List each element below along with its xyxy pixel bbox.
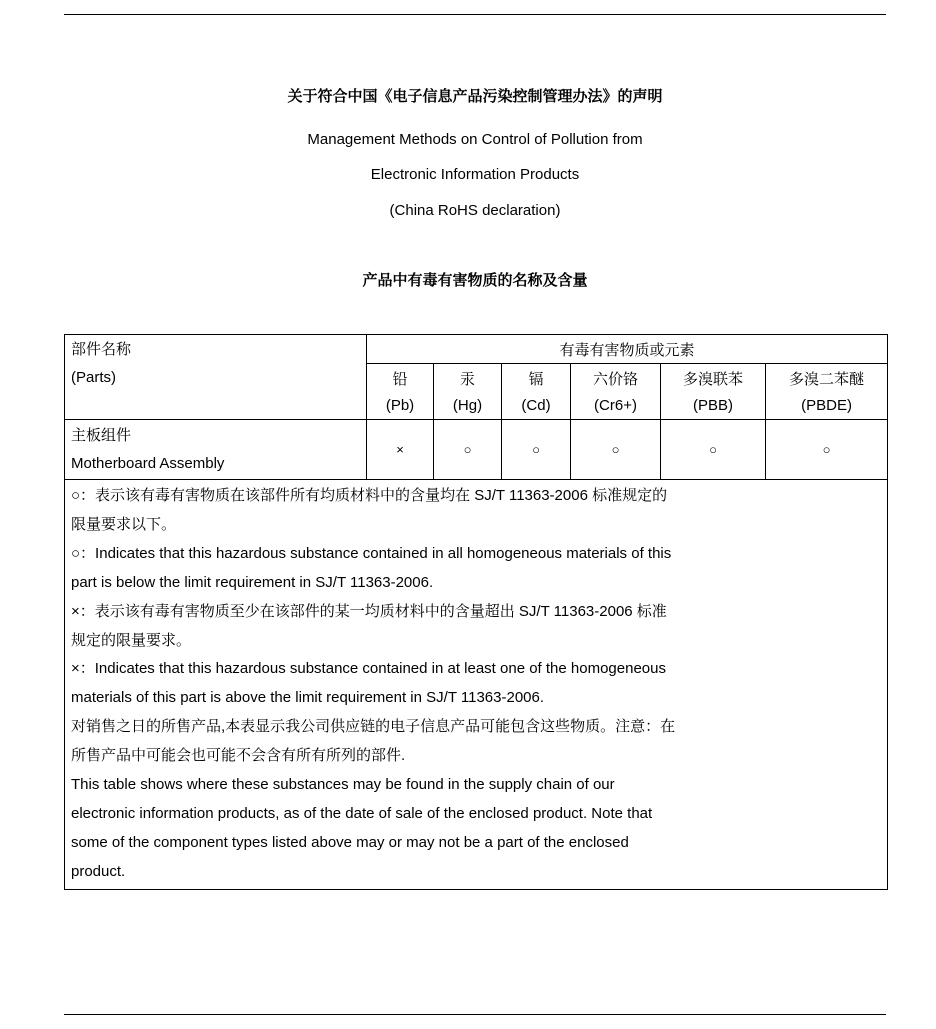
column-header-zh: 多溴二苯醚: [766, 364, 888, 393]
substances-header: 有毒有害物质或元素: [367, 335, 888, 364]
rohs-table: [64, 334, 888, 890]
note-line: ○：Indicates that this hazardous substance contained in all homogeneous materials of this: [71, 544, 672, 562]
part-name-zh: 主板组件: [71, 427, 132, 444]
note-line: 限量要求以下。: [71, 515, 177, 533]
top-rule: [64, 14, 886, 15]
note-line: ○：表示该有毒有害物质在该部件所有均质材料中的含量均在 SJ/T 11363-2006 标准规定的: [71, 487, 668, 504]
cd-value: ○: [502, 420, 571, 480]
note-line: 所售产品中可能会也可能不会含有所有所列的部件.: [71, 747, 406, 765]
pb-value: ×: [367, 420, 434, 480]
hg-value: ○: [434, 420, 502, 480]
table-row: [65, 420, 888, 480]
column-header-en: (PBB): [661, 392, 766, 420]
note-line: materials of this part is above the limit requirement in SJ/T 11363-2006.: [71, 689, 545, 707]
pbde-value: ○: [766, 420, 888, 480]
column-header-en: (Hg): [434, 392, 502, 420]
column-header-zh: 汞: [434, 364, 502, 393]
column-header-en: (Cd): [502, 392, 571, 420]
part-name-cell: [65, 420, 367, 480]
column-header-zh: 多溴联苯: [661, 364, 766, 393]
parts-header-cell: [65, 335, 367, 420]
title-zh: 关于符合中国《电子信息产品污染控制管理办法》的声明: [287, 88, 663, 105]
note-line: ×：Indicates that this hazardous substance contained in at least one of the homogeneous: [71, 660, 666, 678]
column-header-zh: 铅: [367, 364, 434, 393]
subtitle-zh: 产品中有毒有害物质的名称及含量: [362, 272, 588, 289]
notes-row: [65, 480, 888, 890]
title-en-line3: (China RoHS declaration): [389, 202, 561, 219]
parts-header-en: (Parts): [71, 369, 116, 386]
title-en-line1: Management Methods on Control of Pollution from: [307, 131, 643, 148]
table-header-row: [65, 335, 888, 364]
column-header-en: (PBDE): [766, 392, 888, 420]
column-header-zh: 六价铬: [571, 364, 661, 393]
notes-cell: [65, 480, 888, 890]
note-line: 规定的限量要求。: [71, 631, 192, 649]
pbb-value: ○: [661, 420, 766, 480]
part-name-en: Motherboard Assembly: [71, 455, 225, 472]
cr6-value: ○: [571, 420, 661, 480]
column-header-en: (Cr6+): [571, 392, 661, 420]
column-header-zh: 镉: [502, 364, 571, 393]
note-line: 对销售之日的所售产品,本表显示我公司供应链的电子信息产品可能包含这些物质。注意：在: [71, 718, 676, 736]
note-line: product.: [71, 862, 126, 880]
bottom-rule: [64, 1014, 886, 1015]
title-en-line2: Electronic Information Products: [370, 166, 580, 183]
note-line: part is below the limit requirement in SJ/T 11363-2006.: [71, 573, 434, 591]
column-header-en: (Pb): [367, 392, 434, 420]
note-line: some of the component types listed above may or may not be a part of the enclosed: [71, 833, 629, 851]
parts-header-zh: 部件名称: [71, 341, 132, 358]
note-line: This table shows where these substances may be found in the supply chain of our: [71, 776, 615, 794]
note-line: electronic information products, as of the date of sale of the enclosed product. Note that: [71, 804, 653, 822]
note-line: ×：表示该有毒有害物质至少在该部件的某一均质材料中的含量超出 SJ/T 11363-2006 标准: [71, 602, 667, 620]
